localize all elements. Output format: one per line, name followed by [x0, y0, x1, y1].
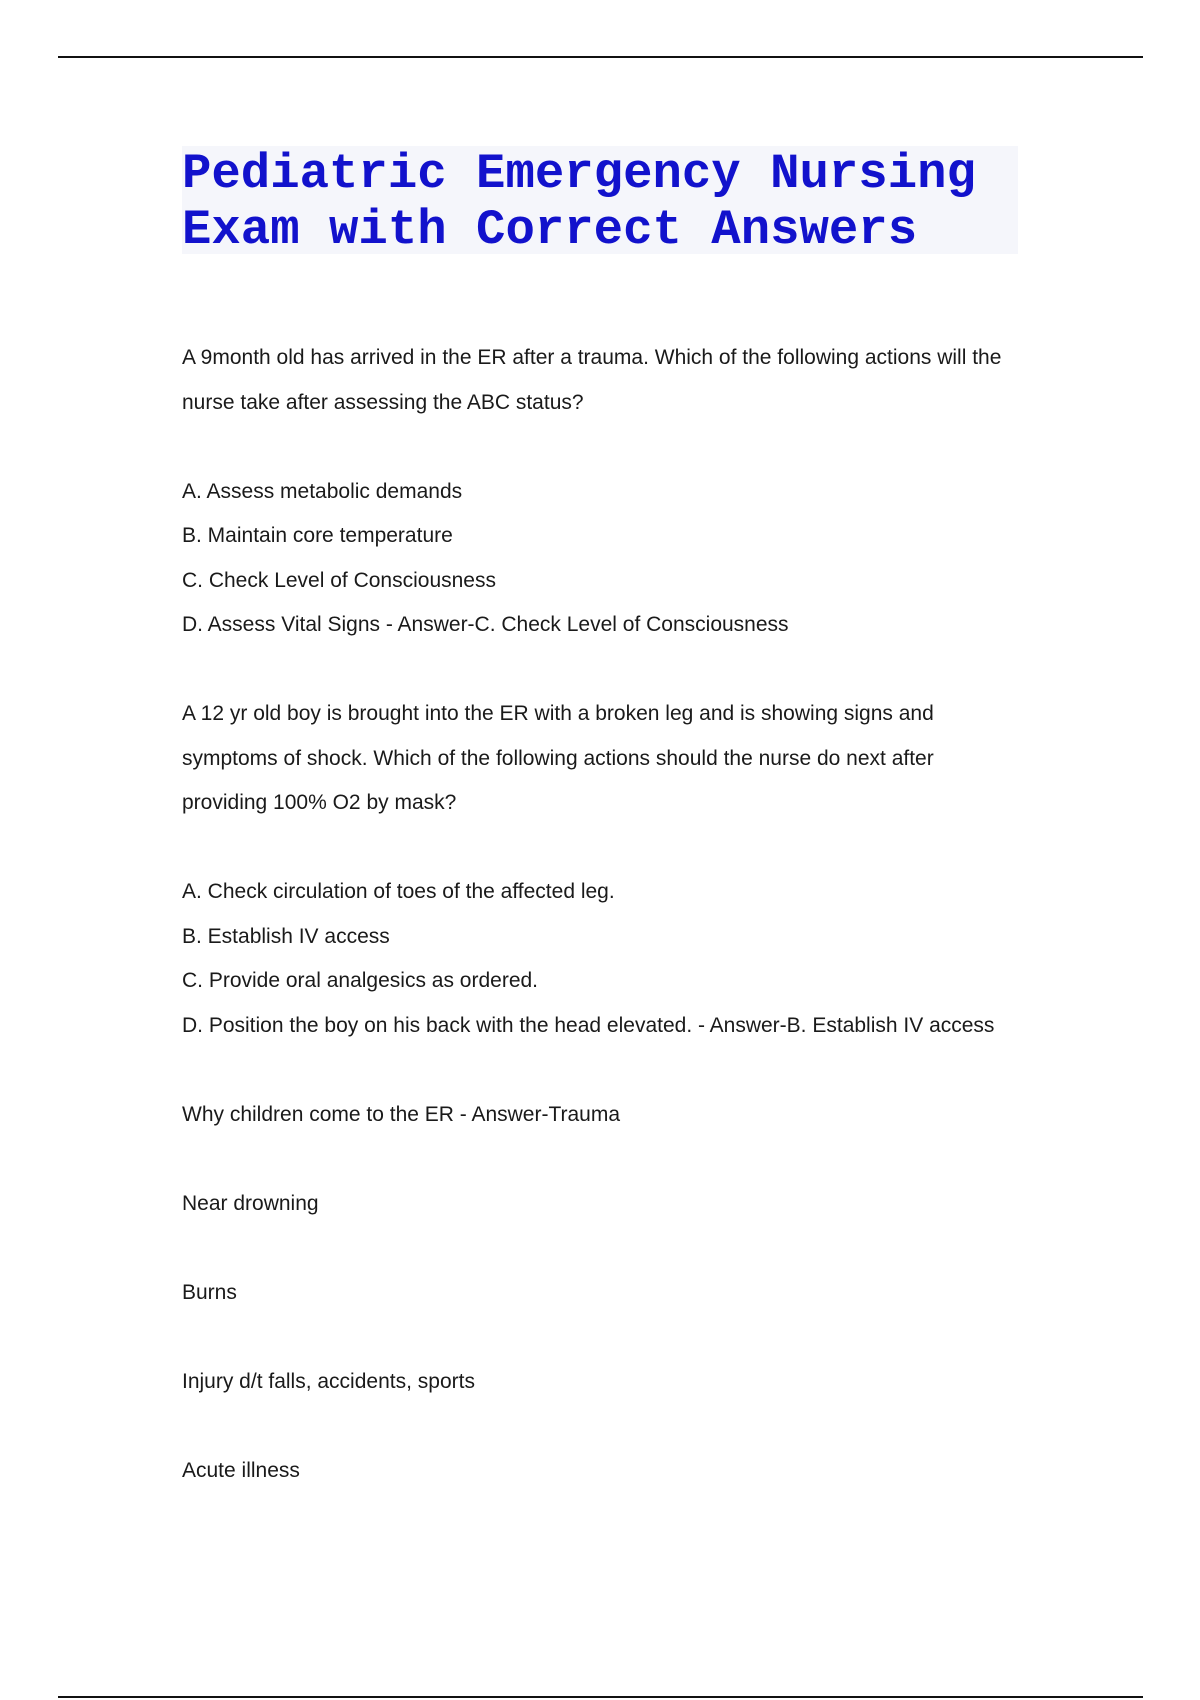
q2-option-c: C. Provide oral analgesics as ordered. — [182, 969, 539, 992]
document-body — [182, 336, 1012, 1493]
q1-option-c: C. Check Level of Consciousness — [182, 568, 496, 592]
question-2: A 12 yr old boy is brought into the ER with a broken leg and is showing signs and symptoms of shock. Which of the following actions should the nurse do next after providing 100% O2 by mask? — [182, 702, 934, 814]
q1-option-d-answer: D. Assess Vital Signs - Answer-C. Check Level of Consciousness — [182, 613, 789, 636]
title-line-2: Exam with Correct Answers — [182, 202, 918, 258]
question-3: Why children come to the ER - Answer-Trauma — [182, 1102, 621, 1126]
title-block — [182, 146, 1018, 258]
q2-option-b: B. Establish IV access — [182, 924, 390, 948]
question-1: A 9month old has arrived in the ER after a trauma. Which of the following actions will the nurse take after assessing the ABC status? — [182, 346, 1002, 414]
footer-rule — [58, 1696, 1143, 1698]
title-line-1: Pediatric Emergency Nursing — [182, 146, 976, 202]
q1-option-b: B. Maintain core temperature — [182, 524, 453, 547]
q3-item-burns: Burns — [182, 1280, 237, 1304]
document-title — [182, 146, 1018, 258]
q3-item-near-drowning: Near drowning — [182, 1191, 319, 1215]
q1-option-a: A. Assess metabolic demands — [182, 479, 463, 503]
q2-option-a: A. Check circulation of toes of the affected leg. — [182, 880, 615, 903]
q3-item-injury: Injury d/t falls, accidents, sports — [182, 1369, 475, 1393]
header-rule — [58, 56, 1143, 58]
q3-item-acute-illness: Acute illness — [182, 1458, 300, 1482]
q2-option-d-answer: D. Position the boy on his back with the head elevated. - Answer-B. Establish IV access — [182, 1013, 995, 1037]
